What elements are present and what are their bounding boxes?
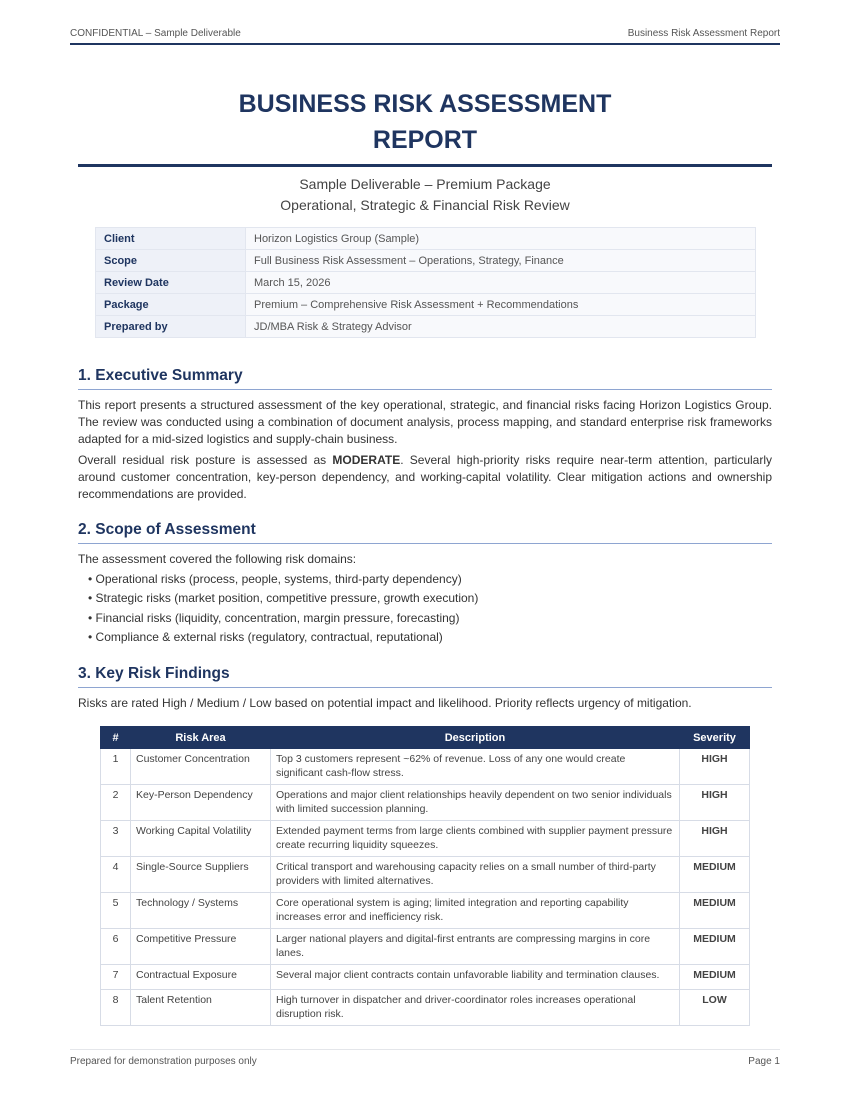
header-report-name: Business Risk Assessment Report [627, 28, 780, 39]
section-key-risk-findings [78, 664, 772, 717]
risk-description: Top 3 customers represent ~62% of revenue. Loss of any one would create significant cash-flow stress. [271, 749, 680, 785]
report-title-line-1: BUSINESS RISK ASSESSMENT [238, 90, 612, 118]
severity-badge: LOW [680, 990, 750, 1026]
table-row [101, 857, 750, 893]
table-row [101, 929, 750, 965]
meta-row-scope [96, 250, 756, 272]
report-meta-table [95, 227, 756, 338]
table-row [101, 785, 750, 821]
section-heading: 1. Executive Summary [78, 366, 772, 390]
risk-area: Competitive Pressure [131, 929, 271, 965]
list-item: • Strategic risks (market position, competitive pressure, growth execution) [88, 591, 479, 606]
table-row [101, 749, 750, 785]
list-item: • Compliance & external risks (regulatory, contractual, reputational) [88, 630, 443, 645]
column-header-description: Description [271, 727, 680, 749]
meta-row-prepared-by [96, 316, 756, 338]
risk-number: 2 [101, 785, 131, 821]
report-title [0, 86, 850, 158]
risk-number: 4 [101, 857, 131, 893]
severity-badge: HIGH [680, 785, 750, 821]
meta-key: Client [96, 228, 246, 250]
severity-badge: MEDIUM [680, 857, 750, 893]
risk-number: 8 [101, 990, 131, 1026]
risk-area: Contractual Exposure [131, 965, 271, 990]
risk-domain-list [78, 570, 772, 648]
table-header-row [101, 727, 750, 749]
risk-description: Several major client contracts contain unfavorable liability and termination clauses. [271, 965, 680, 990]
exec-summary-paragraph-1: This report presents a structured assessment of the key operational, strategic, and financial risks facing Horizon Logistics Group. The review was conducted using a combination of document analysis, process mapping, and standard enterprise risk frameworks adapted for a mid-sized logistics and supply-chain business. [78, 398, 772, 446]
severity-badge: HIGH [680, 821, 750, 857]
meta-row-client [96, 228, 756, 250]
risk-number: 3 [101, 821, 131, 857]
list-item: • Financial risks (liquidity, concentration, margin pressure, forecasting) [88, 610, 460, 625]
risk-area: Talent Retention [131, 990, 271, 1026]
risk-description: Larger national players and digital-first entrants are compressing margins in core lanes. [271, 929, 680, 965]
risk-number: 1 [101, 749, 131, 785]
footer-disclaimer: Prepared for demonstration purposes only [70, 1056, 257, 1067]
risk-area: Key-Person Dependency [131, 785, 271, 821]
meta-value: March 15, 2026 [246, 272, 756, 294]
meta-value: Premium – Comprehensive Risk Assessment + Recommendations [246, 294, 756, 316]
page-footer [70, 1056, 780, 1067]
meta-row-package [96, 294, 756, 316]
risk-area: Single-Source Suppliers [131, 857, 271, 893]
findings-intro: Risks are rated High / Medium / Low based on potential impact and likelihood. Priority reflects urgency of mitigation. [78, 696, 692, 710]
list-item: • Operational risks (process, people, systems, third-party dependency) [88, 571, 462, 586]
table-row [101, 990, 750, 1026]
risk-posture-rating: MODERATE [332, 453, 401, 468]
scope-intro: The assessment covered the following risk domains: [78, 552, 357, 566]
meta-key: Scope [96, 250, 246, 272]
report-title-line-2: REPORT [372, 126, 478, 154]
severity-badge: MEDIUM [680, 893, 750, 929]
exec-summary-paragraph-2 [78, 452, 772, 502]
meta-value: JD/MBA Risk & Strategy Advisor [246, 316, 756, 338]
report-subtitle [0, 174, 850, 215]
severity-badge: HIGH [680, 749, 750, 785]
column-header-number: # [101, 727, 131, 749]
header-confidential-label: CONFIDENTIAL – Sample Deliverable [70, 28, 241, 39]
title-divider [78, 164, 772, 167]
risk-findings-table [100, 726, 750, 1026]
risk-number: 5 [101, 893, 131, 929]
column-header-risk-area: Risk Area [131, 727, 271, 749]
meta-key: Prepared by [96, 316, 246, 338]
section-scope [78, 520, 772, 648]
header-divider [70, 43, 780, 45]
exec-summary-text: . Several high-priority risks require near-term attention, particularly around customer concentration, key-person dependency, and working-capital volatility. Clear mitigation actions and ownership recommendations are provided. [78, 453, 773, 501]
meta-value: Full Business Risk Assessment – Operations, Strategy, Finance [246, 250, 756, 272]
risk-area: Technology / Systems [131, 893, 271, 929]
exec-summary-text: Overall residual risk posture is assessed as [78, 453, 333, 468]
severity-badge: MEDIUM [680, 965, 750, 990]
section-executive-summary [78, 366, 772, 508]
footer-divider [70, 1049, 780, 1050]
risk-area: Working Capital Volatility [131, 821, 271, 857]
subtitle-line-2: Operational, Strategic & Financial Risk Review [280, 196, 570, 213]
risk-number: 7 [101, 965, 131, 990]
section-heading: 3. Key Risk Findings [78, 664, 772, 688]
risk-description: High turnover in dispatcher and driver-coordinator roles increases operational disruption risk. [271, 990, 680, 1026]
section-heading: 2. Scope of Assessment [78, 520, 772, 544]
table-row [101, 893, 750, 929]
risk-number: 6 [101, 929, 131, 965]
risk-description: Operations and major client relationships heavily dependent on two senior individuals with limited succession planning. [271, 785, 680, 821]
risk-area: Customer Concentration [131, 749, 271, 785]
meta-key: Review Date [96, 272, 246, 294]
column-header-severity: Severity [680, 727, 750, 749]
meta-row-review-date [96, 272, 756, 294]
page-number: Page 1 [748, 1056, 780, 1067]
table-row [101, 965, 750, 990]
subtitle-line-1: Sample Deliverable – Premium Package [299, 176, 551, 192]
meta-value: Horizon Logistics Group (Sample) [246, 228, 756, 250]
severity-badge: MEDIUM [680, 929, 750, 965]
meta-key: Package [96, 294, 246, 316]
risk-description: Core operational system is aging; limited integration and reporting capability increases error and inefficiency risk. [271, 893, 680, 929]
risk-description: Critical transport and warehousing capacity relies on a small number of third-party providers with limited alternatives. [271, 857, 680, 893]
risk-description: Extended payment terms from large clients combined with supplier payment pressure create recurring liquidity squeezes. [271, 821, 680, 857]
table-row [101, 821, 750, 857]
